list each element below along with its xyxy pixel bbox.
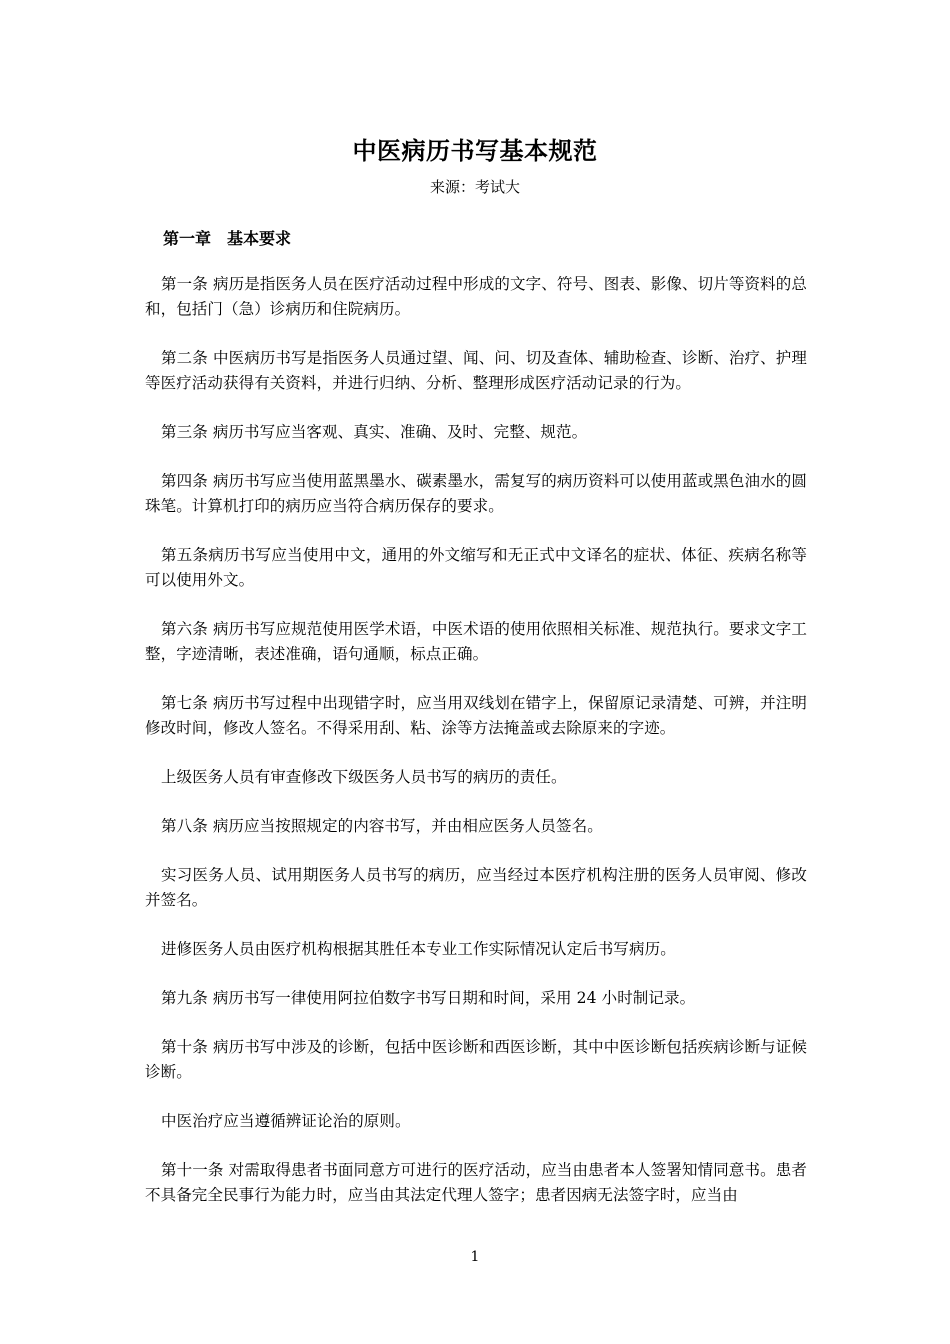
document-title: 中医病历书写基本规范 [352, 137, 598, 165]
paragraph-article-9: 第九条 病历书写一律使用阿拉伯数字书写日期和时间，采用 24 小时制记录。 [161, 989, 696, 1007]
paragraph-article-5: 第五条病历书写应当使用中文，通用的外文缩写和无正式中文译名的症状、体征、疾病名称等可以使用外文。 [145, 546, 807, 589]
paragraph-article-7: 第七条 病历书写过程中出现错字时，应当用双线划在错字上，保留原记录清楚、可辨，并注明修改时间，修改人签名。不得采用刮、粘、涂等方法掩盖或去除原来的字迹。 [145, 694, 807, 737]
paragraph-article-8-trainee: 进修医务人员由医疗机构根据其胜任本专业工作实际情况认定后书写病历。 [161, 940, 676, 958]
paragraph-article-8: 第八条 病历应当按照规定的内容书写，并由相应医务人员签名。 [161, 817, 603, 835]
document-body [145, 272, 807, 1232]
paragraph-article-10: 第十条 病历书写中涉及的诊断，包括中医诊断和西医诊断，其中中医诊断包括疾病诊断与证候诊断。 [145, 1038, 807, 1081]
page-number: 1 [470, 1249, 480, 1265]
paragraph-article-3: 第三条 病历书写应当客观、真实、准确、及时、完整、规范。 [161, 423, 588, 441]
chapter-heading: 第一章 基本要求 [163, 229, 292, 248]
paragraph-article-4: 第四条 病历书写应当使用蓝黑墨水、碳素墨水，需复写的病历资料可以使用蓝或黑色油水的圆珠笔。计算机打印的病历应当符合病历保存的要求。 [145, 472, 807, 515]
paragraph-article-10-note: 中医治疗应当遵循辨证论治的原则。 [161, 1112, 411, 1130]
document-source: 来源：考试大 [429, 178, 520, 196]
paragraph-article-7-note: 上级医务人员有审查修改下级医务人员书写的病历的责任。 [161, 768, 567, 786]
paragraph-article-2: 第二条 中医病历书写是指医务人员通过望、闻、问、切及查体、辅助检查、诊断、治疗、护理等医疗活动获得有关资料，并进行归纳、分析、整理形成医疗活动记录的行为。 [145, 349, 807, 392]
paragraph-article-8-intern: 实习医务人员、试用期医务人员书写的病历，应当经过本医疗机构注册的医务人员审阅、修改并签名。 [145, 866, 807, 909]
paragraph-article-11: 第十一条 对需取得患者书面同意方可进行的医疗活动，应当由患者本人签署知情同意书。患者不具备完全民事行为能力时，应当由其法定代理人签字；患者因病无法签字时，应当由 [145, 1161, 807, 1204]
paragraph-article-6: 第六条 病历书写应规范使用医学术语，中医术语的使用依照相关标准、规范执行。要求文字工整，字迹清晰，表述准确，语句通顺，标点正确。 [145, 620, 807, 663]
paragraph-article-1: 第一条 病历是指医务人员在医疗活动过程中形成的文字、符号、图表、影像、切片等资料的总和，包括门（急）诊病历和住院病历。 [145, 275, 807, 318]
